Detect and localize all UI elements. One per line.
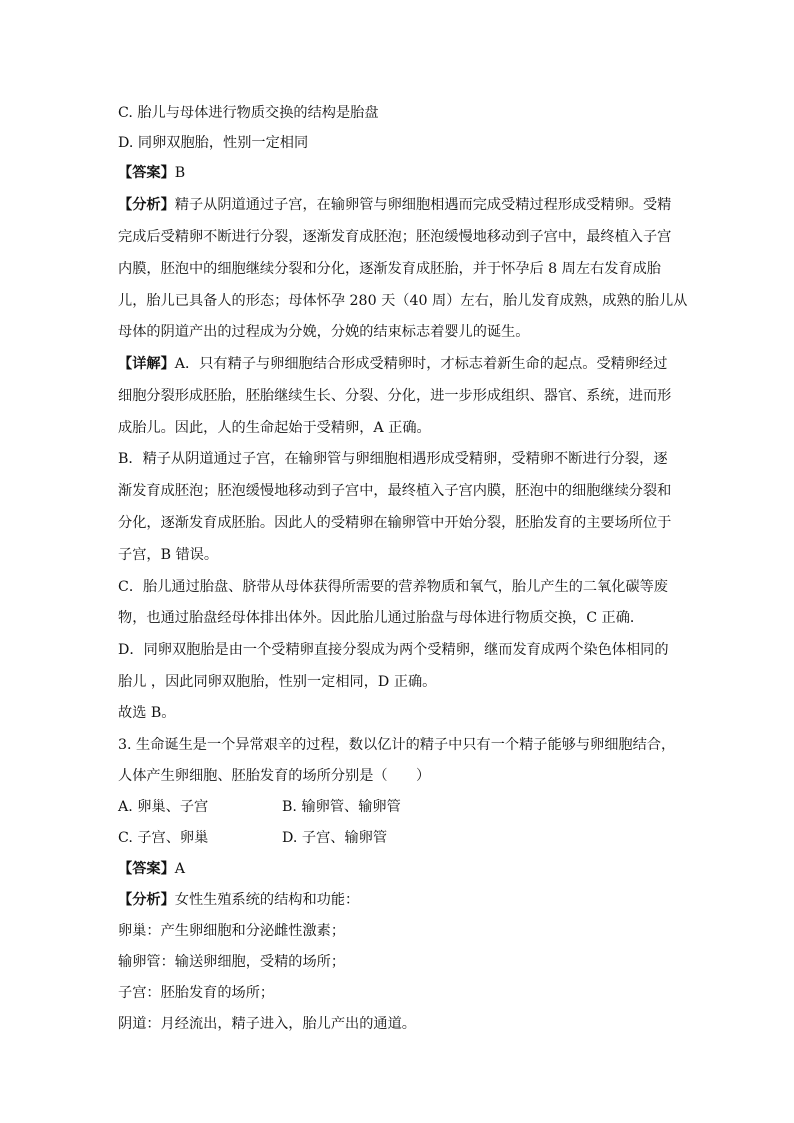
detail-text: 胎儿 ，因此同卵双胞胎，性别一定相同，D 正确。 (118, 674, 437, 690)
question-3-text: 3. 生命诞生是一个异常艰辛的过程，数以亿计的精子中只有一个精子能够与卵细胞结合， (118, 737, 676, 753)
analysis-text: 卵巢：产生卵细胞和分泌雌性激素； (118, 923, 346, 939)
option-c-line: C. 胎儿与母体进行物质交换的结构是胎盘 (118, 105, 379, 121)
answer-tag: 【答案】 (118, 165, 175, 181)
answer-tag: 【答案】 (118, 861, 175, 877)
detail-text: 物，也通过胎盘经母体排出体外。因此胎儿通过胎盘与母体进行物质交换，C 正确． (118, 610, 645, 626)
option-b: B. 输卵管、输卵管 (282, 799, 401, 815)
option-c: C. 子宫、卵巢 (118, 830, 209, 846)
answer-value: A (174, 861, 186, 877)
analysis-text: 完成后受精卵不断进行分裂，逐渐发育成胚泡；胚泡缓慢地移动到子宫中，最终植入子宫 (118, 229, 672, 245)
analysis-line (118, 890, 359, 910)
answer-value: B (174, 165, 186, 181)
answer-line (118, 163, 185, 183)
detail-tag: 【详解】 (118, 356, 175, 372)
detail-text: 成胎儿。因此，人的生命起始于受精卵，A 正确。 (118, 420, 431, 436)
detail-text: D．同卵双胞胎是由一个受精卵直接分裂成为两个受精卵，继而发育成两个染色体相同的 (118, 642, 669, 658)
analysis-text: 儿，胎儿已具备人的形态；母体怀孕 280 天（40 周）左右，胎儿发育成熟，成熟的胎儿从 (118, 293, 688, 309)
analysis-text: 阴道：月经流出，精子进入，胎儿产出的通道。 (118, 1016, 416, 1032)
analysis-text: 子宫：胚胎发育的场所； (118, 985, 275, 1001)
analysis-text: 内膜，胚泡中的细胞继续分裂和分化，逐渐发育成胚胎，并于怀孕后 8 周左右发育成胎 (118, 261, 661, 277)
detail-text: 分化，逐渐发育成胚胎。因此人的受精卵在输卵管中开始分裂，胚胎发育的主要场所位于 (118, 515, 672, 531)
analysis-text: 女性生殖系统的结构和功能： (174, 892, 360, 908)
detail-text: A．只有精子与卵细胞结合形成受精卵时，才标志着新生命的起点。受精卵经过 (174, 356, 668, 372)
analysis-tag: 【分析】 (118, 197, 175, 213)
conclusion-text: 故选 B。 (118, 705, 176, 721)
answer-line (118, 859, 185, 879)
question-3-options-row (118, 828, 387, 848)
detail-line (118, 354, 667, 374)
detail-text: B．精子从阴道通过子宫，在输卵管与卵细胞相遇形成受精卵，受精卵不断进行分裂，逐 (118, 451, 668, 467)
option-d: D. 子宫、输卵管 (282, 830, 388, 846)
analysis-text: 输卵管：输送卵细胞，受精的场所； (118, 954, 346, 970)
detail-text: 细胞分裂形成胚胎，胚胎继续生长、分裂、分化，进一步形成组织、器官、系统，进而形 (118, 388, 672, 404)
analysis-text: 精子从阴道通过子宫，在输卵管与卵细胞相遇而完成受精过程形成受精卵。受精 (174, 197, 672, 213)
detail-text: C．胎儿通过胎盘、脐带从母体获得所需要的营养物质和氧气，胎儿产生的二氧化碳等废 (118, 579, 668, 595)
detail-text: 渐发育成胚泡；胚泡缓慢地移动到子宫中，最终植入子宫内膜，胚泡中的细胞继续分裂和 (118, 483, 672, 499)
analysis-tag: 【分析】 (118, 892, 175, 908)
analysis-text: 母体的阴道产出的过程成为分娩，分娩的结束标志着婴儿的诞生。 (118, 324, 530, 340)
question-3-text: 人体产生卵细胞、胚胎发育的场所分别是（ ） (118, 768, 431, 784)
question-3-options-row (118, 797, 401, 817)
option-a: A. 卵巢、子宫 (118, 799, 209, 815)
detail-text: 子宫，B 错误。 (118, 547, 219, 563)
option-d-line: D. 同卵双胞胎，性别一定相同 (118, 135, 309, 151)
analysis-line (118, 195, 671, 215)
